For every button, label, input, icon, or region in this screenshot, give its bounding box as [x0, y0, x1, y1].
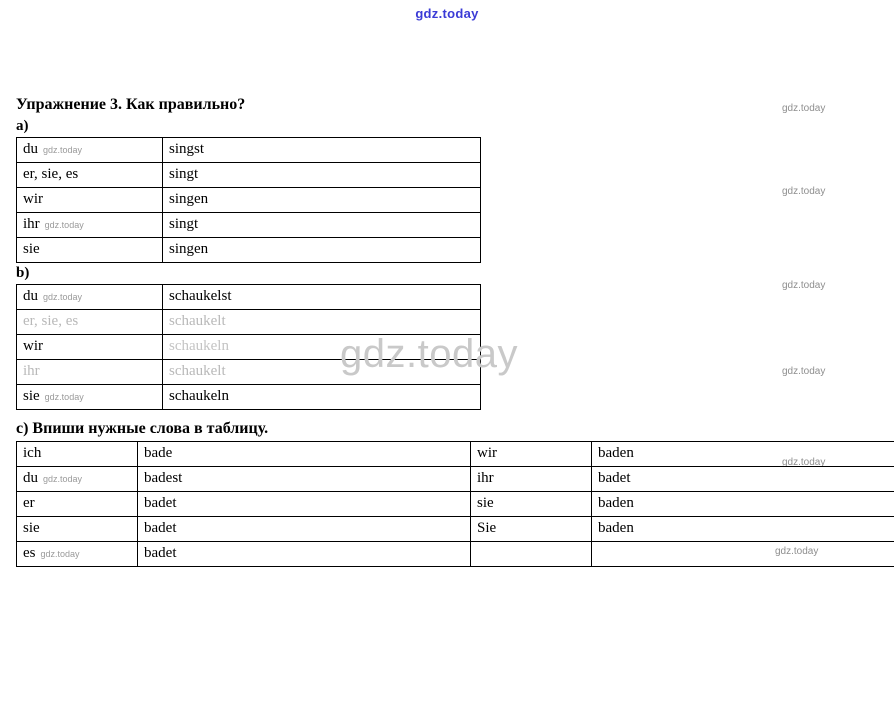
pronoun-text: du	[23, 470, 38, 486]
verb-cell[interactable]: singt	[163, 163, 481, 188]
verb-cell[interactable]: singt	[163, 213, 481, 238]
inline-watermark: gdz.today	[43, 292, 83, 302]
pronoun-cell: er, sie, es	[17, 310, 163, 335]
side-watermark-1: gdz.today	[782, 103, 826, 114]
pronoun-cell: sie	[17, 238, 163, 263]
pronoun-text: es	[23, 545, 36, 561]
table-row	[17, 335, 481, 360]
side-watermark-4: gdz.today	[782, 366, 826, 377]
inline-watermark: gdz.today	[43, 145, 83, 155]
side-watermark-5: gdz.today	[782, 457, 826, 468]
verb-cell[interactable]: singen	[163, 238, 481, 263]
table-row	[17, 238, 481, 263]
pronoun-cell: wir	[17, 335, 163, 360]
pronoun-text: du	[23, 288, 38, 304]
table-row	[17, 138, 481, 163]
verb-cell[interactable]: schaukelt	[163, 310, 481, 335]
inline-watermark: gdz.today	[43, 474, 83, 484]
table-part-a	[16, 137, 481, 263]
site-watermark-top: gdz.today	[415, 6, 479, 21]
inline-watermark: gdz.today	[44, 220, 84, 230]
table-row	[17, 310, 481, 335]
verb-cell[interactable]: baden	[592, 492, 894, 517]
side-watermark-3: gdz.today	[782, 280, 826, 291]
pronoun-cell: sie	[17, 517, 138, 542]
pronoun-text: du	[23, 141, 38, 157]
verb-cell[interactable]: singst	[163, 138, 481, 163]
table-row	[17, 492, 894, 517]
pronoun-cell: Sie	[471, 517, 592, 542]
pronoun-cell	[17, 285, 163, 310]
verb-cell[interactable]	[592, 542, 894, 567]
pronoun-cell: ihr	[471, 467, 592, 492]
pronoun-cell	[17, 213, 163, 238]
verb-cell[interactable]: baden	[592, 442, 894, 467]
part-c-title: c) Впиши нужные слова в таблицу.	[16, 420, 269, 437]
pronoun-cell[interactable]	[471, 542, 592, 567]
side-watermark-2: gdz.today	[782, 186, 826, 197]
verb-cell[interactable]: singen	[163, 188, 481, 213]
verb-cell[interactable]: badet	[138, 517, 471, 542]
table-row	[17, 285, 481, 310]
verb-cell[interactable]: baden	[592, 517, 894, 542]
verb-cell[interactable]: schaukelst	[163, 285, 481, 310]
verb-cell[interactable]: bade	[138, 442, 471, 467]
table-row	[17, 517, 894, 542]
verb-cell[interactable]: badet	[592, 467, 894, 492]
table-row	[17, 442, 894, 467]
table-row	[17, 360, 481, 385]
table-row	[17, 213, 481, 238]
exercise-title: Упражнение 3. Как правильно?	[16, 96, 246, 113]
pronoun-cell: ich	[17, 442, 138, 467]
verb-cell[interactable]: badet	[138, 542, 471, 567]
table-row	[17, 542, 894, 567]
pronoun-cell: er	[17, 492, 138, 517]
table-row	[17, 385, 481, 410]
pronoun-cell	[17, 467, 138, 492]
table-part-c	[16, 441, 894, 567]
pronoun-cell	[17, 385, 163, 410]
pronoun-cell: wir	[471, 442, 592, 467]
table-row	[17, 188, 481, 213]
inline-watermark: gdz.today	[40, 549, 80, 559]
pronoun-cell: wir	[17, 188, 163, 213]
inline-watermark: gdz.today	[44, 392, 84, 402]
verb-cell[interactable]: schaukeln	[163, 335, 481, 360]
pronoun-cell: sie	[471, 492, 592, 517]
pronoun-cell	[17, 138, 163, 163]
verb-cell[interactable]: schaukelt	[163, 360, 481, 385]
table-row	[17, 163, 481, 188]
pronoun-cell	[17, 542, 138, 567]
table-row	[17, 467, 894, 492]
verb-cell[interactable]: badet	[138, 492, 471, 517]
table-part-b	[16, 284, 481, 410]
side-watermark-6: gdz.today	[775, 546, 819, 557]
pronoun-text: ihr	[23, 216, 40, 232]
verb-cell[interactable]: badest	[138, 467, 471, 492]
part-b-label: b)	[16, 265, 30, 281]
site-watermark-center: gdz.today	[340, 332, 518, 376]
pronoun-text: sie	[23, 388, 40, 404]
pronoun-cell: er, sie, es	[17, 163, 163, 188]
pronoun-cell: ihr	[17, 360, 163, 385]
exercise-content	[16, 96, 876, 569]
part-a-label: a)	[16, 118, 29, 134]
verb-cell[interactable]: schaukeln	[163, 385, 481, 410]
